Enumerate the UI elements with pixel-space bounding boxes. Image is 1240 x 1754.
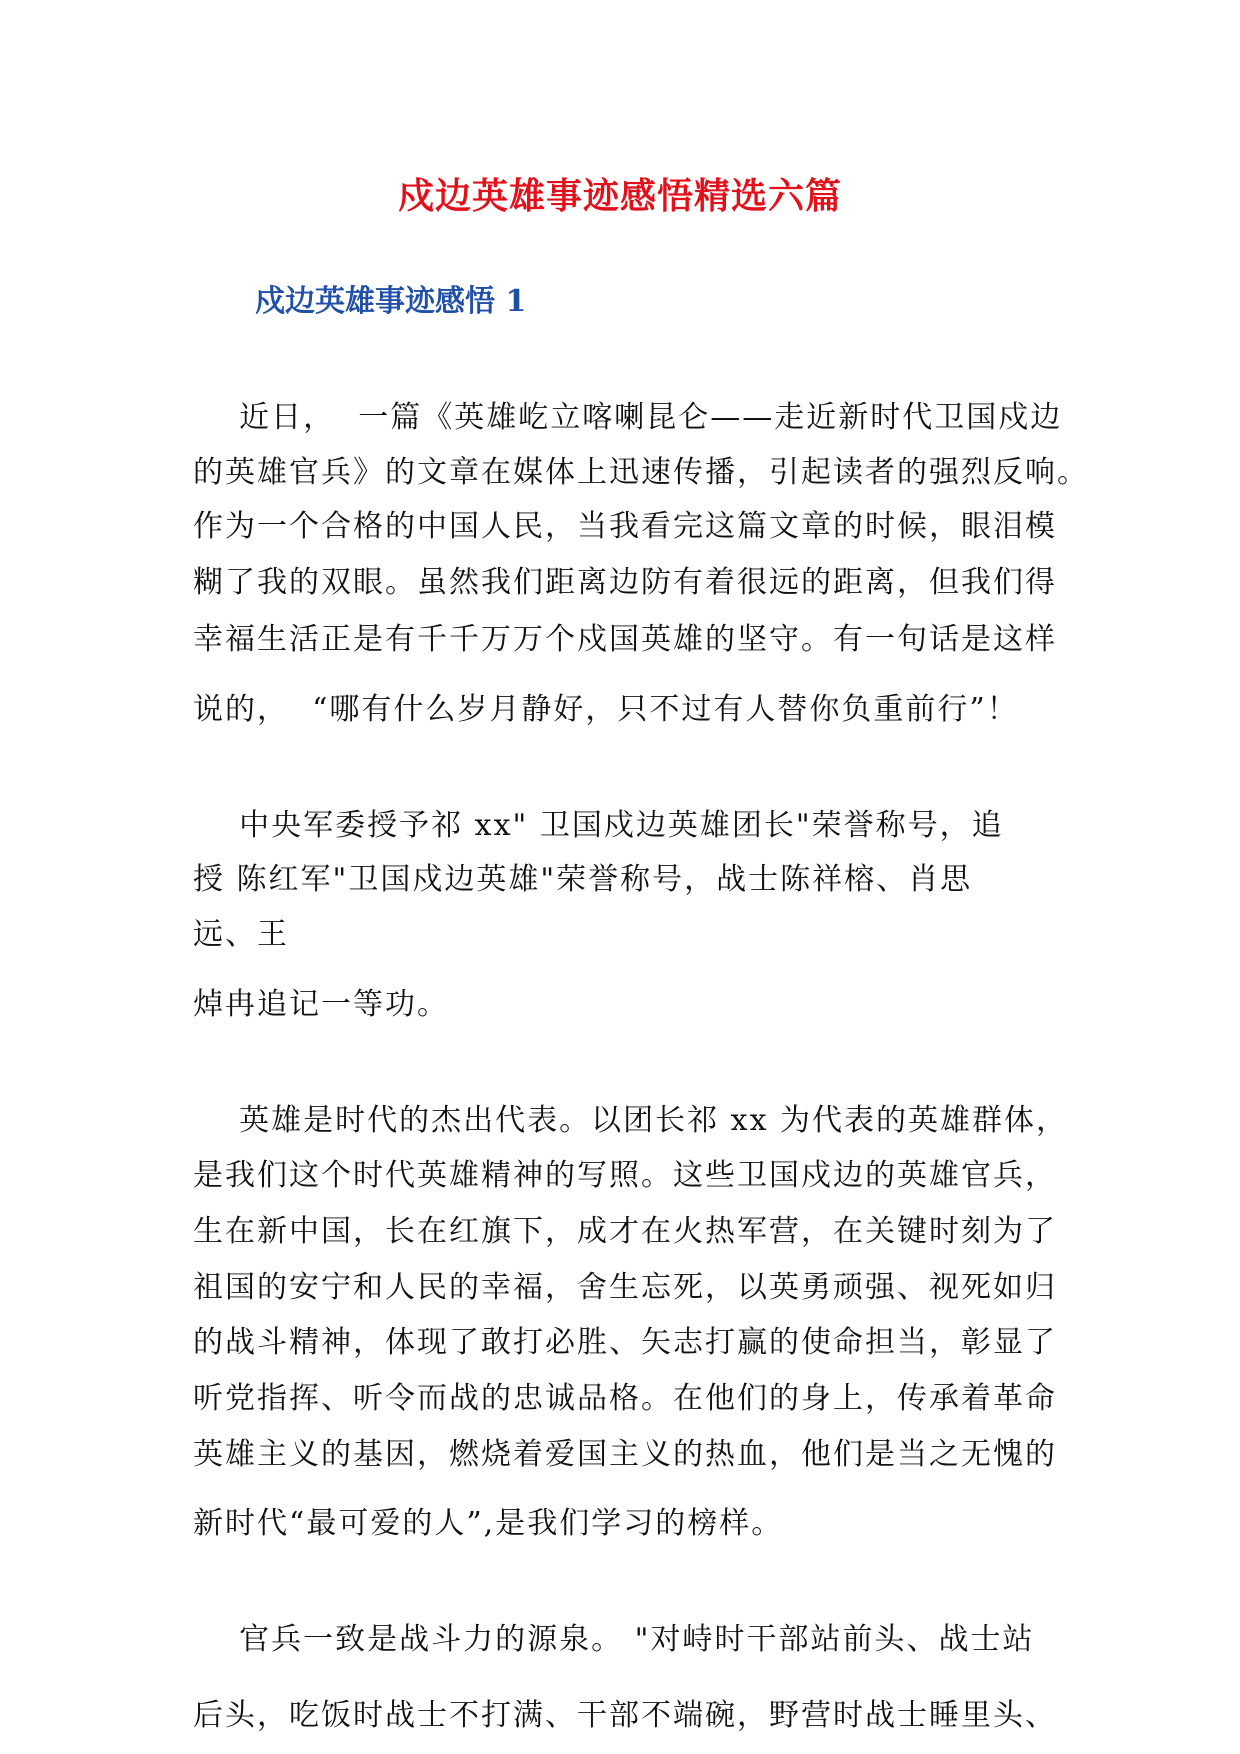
body-line: 幸福生活正是有千千万万个戍国英雄的坚守。有一句话是这样: [193, 622, 1057, 657]
body-line: 祖国的安宁和人民的幸福，舍生忘死，以英勇顽强、视死如归: [193, 1270, 1057, 1305]
body-line: 英雄主义的基因，燃烧着爱国主义的热血，他们是当之无愧的: [193, 1437, 1057, 1472]
body-line: 的英雄官兵》的文章在媒体上迅速传播，引起读者的强烈反响。: [193, 455, 1089, 490]
document-title: 戍边英雄事迹感悟精选六篇: [397, 175, 842, 217]
body-line: 生在新中国，长在红旗下，成才在火热军营，在关键时刻为了: [193, 1214, 1057, 1249]
body-line: 新时代“最可爱的人”,是我们学习的榜样。: [193, 1506, 784, 1541]
body-line: 远、王: [193, 917, 289, 952]
body-line: 糊了我的双眼。虽然我们距离边防有着很远的距离，但我们得: [193, 565, 1057, 600]
body-line: 作为一个合格的中国人民，当我看完这篇文章的时候，眼泪模: [193, 509, 1057, 544]
body-line: 听党指挥、听令而战的忠诚品格。在他们的身上，传承着革命: [193, 1381, 1057, 1416]
body-line: 焯冉追记一等功。: [193, 987, 449, 1022]
body-line: 是我们这个时代英雄精神的写照。这些卫国戍边的英雄官兵，: [193, 1158, 1057, 1193]
body-line: 的战斗精神，体现了敢打必胜、矢志打赢的使命担当，彰显了: [193, 1325, 1057, 1360]
body-line: 说的， “哪有什么岁月静好，只不过有人替你负重前行”！: [193, 692, 1019, 727]
body-line: 官兵一致是战斗力的源泉。 "对峙时干部站前头、战士站: [193, 1622, 1035, 1657]
section-title: 戍边英雄事迹感悟 1: [255, 284, 527, 319]
body-line: 英雄是时代的杰出代表。以团长祁 xx 为代表的英雄群体，: [193, 1103, 1069, 1138]
body-line: 授 陈红军"卫国戍边英雄"荣誉称号，战士陈祥榕、肖思: [193, 862, 973, 897]
body-line: 中央军委授予祁 xx" 卫国戍边英雄团长"荣誉称号，追: [193, 808, 1004, 843]
body-line: 后头，吃饭时战士不打满、干部不端碗，野营时战士睡里头、: [193, 1698, 1057, 1733]
body-line: 近日， 一篇《英雄屹立喀喇昆仑——走近新时代卫国戍边: [193, 400, 1063, 435]
